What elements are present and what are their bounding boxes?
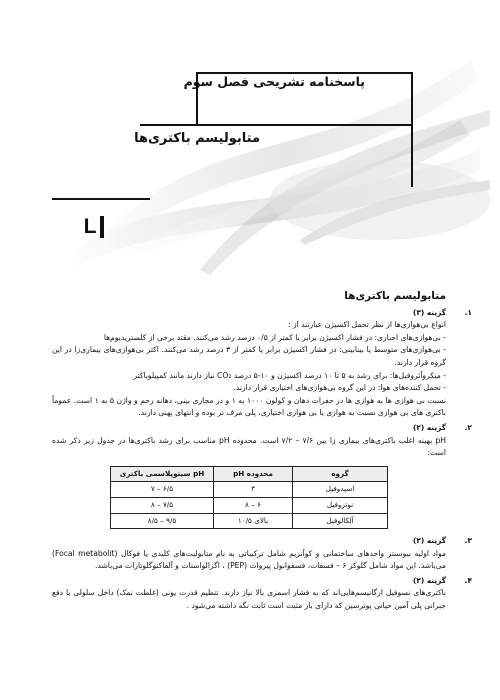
answer-choice: گزینه (۲)	[412, 536, 446, 546]
table-cell: ۶ – ۸	[214, 497, 293, 513]
answer-line: - بی‌هوازی‌های اجباری: در فشار اکسیژن برابر یا کمتر از ۰/۵ درصد رشد می‌کنند. مقتد برخی از کلستریدیوم‌ها	[103, 332, 446, 342]
answer-line: باکتری‌های نسوفیل ارگانیسم‌هایی‌اند که به فشار اسمزی بالا نیاز دارند. تنظیم قدرت یونی (غلظت نمک) داخل سلولی با دفع جبرانی پلی آمین حیاتی پوترسین که دارای بار مثبت است ثابت نگه داشته می‌شود .	[52, 588, 446, 611]
ph-table	[110, 466, 388, 529]
answer-item-1	[52, 307, 472, 420]
table-header-row	[111, 466, 388, 482]
table-cell: بالای ۱۰/۵	[214, 513, 293, 529]
table-header-cell: محدوده pH	[214, 466, 293, 482]
table-header-cell: گروه	[293, 466, 388, 482]
item-number: ۴.	[464, 575, 472, 585]
page-title: پاسخنامه تشریحی فصل سوم	[183, 74, 365, 89]
table-row	[111, 482, 388, 498]
answer-line: نسبت بی هوازی ها به هوازی ها در حفرات دهان و کولون ۱۰۰۰ به ۱ و در مجاری بینی، دهانه رحم و واژن ۵ به ۱ است. عموماً باکتری های بی هوازی نسبت به هوازی یا بی هوازی اختیاری، پلی مرف تر بوده و انتهای پهنی دارند.	[52, 395, 446, 418]
answer-choice: گزینه (۳)	[412, 307, 446, 317]
answer-line: - میکروآئروفیل‌ها: برای رشد به ۵ تا ۱۰ درصد اکسیژن و ۱۰-۵ درصد CO₂ نیاز دارند مانند کمپیلوباکتر	[133, 370, 446, 380]
header-rule-right	[411, 72, 413, 187]
answer-choice: گزینه (۲)	[412, 422, 446, 432]
answer-choice: گزینه (۲)	[412, 575, 446, 585]
section-heading: متابولیسم باکتری‌ها	[344, 290, 446, 302]
answer-line: انواع بی‌هوازی‌ها از نظر تحمل اکسیژن عبارتند از :	[287, 320, 446, 330]
header-rule-middle	[140, 124, 413, 126]
table-row	[111, 497, 388, 513]
answer-line: - تحمل کننده‌های هوا: در این گروه بی‌هوازی‌های اختیاری قرار دارند.	[233, 383, 446, 393]
table-cell: اسیدوفیل	[293, 482, 388, 498]
answer-item-3	[52, 535, 472, 573]
item-number: ۳.	[464, 536, 472, 546]
table-cell: ۷/۵ – ۸	[111, 497, 214, 513]
answer-item-4	[52, 575, 472, 613]
table-cell: نوتروفیل	[293, 497, 388, 513]
answer-line: pH بهینه اغلب باکتری‌های بیماری زا بین ۷/۶ – ۷/۲ است. محدوده pH مناسب برای رشد باکتری‌ها در جدول زیر ذکر شده است:	[52, 435, 446, 458]
table-cell: آلکالوفیل	[293, 513, 388, 529]
table-cell: ۶/۵ – ۷	[111, 482, 214, 498]
item-number: ۲.	[464, 422, 472, 432]
chapter-letter-badge: L	[80, 216, 104, 238]
answer-item-2	[52, 422, 472, 529]
chapter-title: متابولیسم باکتری‌ها	[134, 131, 260, 146]
answer-line: مواد اولیه بیوسنتز واحدهای ساختمانی و کوآنزیم شامل ترکیباتی به نام متابولیت‌های کلیدی یا فوکال (Focal metabolit) می‌باشد. این مواد شامل گلوکز ۶ – فسفات، فسفوانول پیروات (PEP) ، اگزالواستات و آلفاکتوگلوتارات می‌باشد.	[52, 548, 446, 571]
answer-line: - بی‌هوازی‌های متوسط یا بینابینی: در فشار اکسیژن برابر یا کمتر از ۳ درصد رشد می‌کنند. اکثر بی‌هوازی‌های بیماری‌زا در این گروه قرار دارند.	[52, 345, 446, 367]
table-cell: ۹/۵ – ۸/۵	[111, 513, 214, 529]
table-row	[111, 513, 388, 529]
answer-content	[52, 290, 472, 613]
decorative-swirl-graphic	[0, 0, 500, 300]
table-header-cell: pH سیتوپلاسمی باکتری	[111, 466, 214, 482]
header-rule-bottom	[52, 198, 150, 200]
item-number: ۱.	[464, 307, 472, 317]
table-cell: ۳	[214, 482, 293, 498]
